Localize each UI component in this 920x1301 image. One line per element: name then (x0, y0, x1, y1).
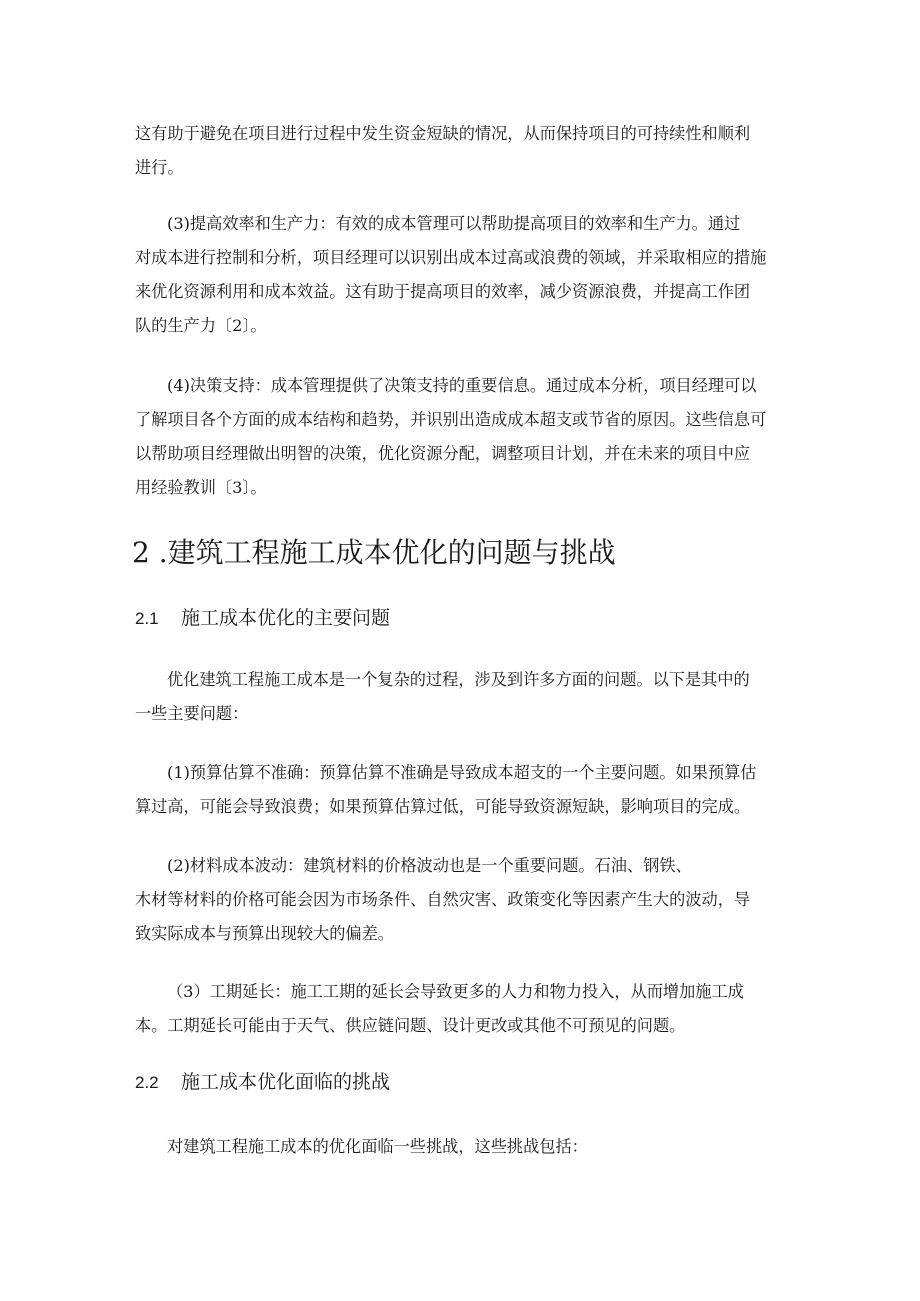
text-line: 以帮助项目经理做出明智的决策，优化资源分配，调整项目计划，并在未来的项目中应 (135, 444, 751, 463)
paragraph-decision-support (135, 369, 787, 505)
text-line: 进行。 (135, 158, 184, 177)
text-line: (4)决策支持：成本管理提供了决策支持的重要信息。通过成本分析，项目经理可以 (167, 376, 757, 395)
paragraph-2-2-intro (135, 1130, 787, 1164)
text-line: 算过高，可能会导致浪费；如果预算估算过低，可能导致资源短缺，影响项目的完成。 (135, 797, 751, 816)
paragraph-budget (135, 756, 787, 824)
text-line: 了解项目各个方面的成本结构和趋势，并识别出造成成本超支或节省的原因。这些信息可 (135, 410, 767, 429)
text-line: 致实际成本与预算出现较大的偏差。 (135, 924, 394, 943)
text-line: 优化建筑工程施工成本是一个复杂的过程，涉及到许多方面的问题。以下是其中的 (167, 670, 750, 689)
text-line: (1)预算估算不准确：预算估算不准确是导致成本超支的一个主要问题。如果预算估 (167, 763, 757, 782)
text-line: 本。工期延长可能由于天气、供应链问题、设计更改或其他不可预见的问题。 (135, 1016, 686, 1035)
section-title: 施工成本优化的主要问题 (181, 607, 391, 629)
section-heading-2: 2 .建筑工程施工成本优化的问题与挑战 (132, 536, 616, 569)
text-line: 对建筑工程施工成本的优化面临一些挑战，这些挑战包括： (167, 1137, 588, 1156)
text-line: 对成本进行控制和分析，项目经理可以识别出成本过高或浪费的领域，并采取相应的措施 (135, 248, 767, 267)
text-line: 一些主要问题： (135, 704, 249, 723)
text-line: (3)提高效率和生产力：有效的成本管理可以帮助提高项目的效率和生产力。通过 (167, 214, 741, 233)
section-title: 施工成本优化面临的挑战 (181, 1071, 391, 1093)
section-number: 2.1 (135, 609, 159, 628)
paragraph-intro (135, 117, 787, 185)
section-number: 2.2 (135, 1073, 159, 1092)
text-line: 木材等材料的价格可能会因为市场条件、自然灾害、政策变化等因素产生大的波动，导 (135, 890, 751, 909)
text-line: 队的生产力〔2〕。 (135, 316, 267, 335)
paragraph-material (135, 849, 787, 951)
paragraph-2-1-intro (135, 663, 787, 731)
section-heading-2-1 (135, 603, 390, 634)
text-line: 来优化资源利用和成本效益。这有助于提高项目的效率，减少资源浪费，并提高工作团 (135, 282, 751, 301)
text-line: (2)材料成本波动：建筑材料的价格波动也是一个重要问题。石油、钢铁、 (167, 856, 692, 875)
paragraph-efficiency (135, 207, 787, 343)
text-line: （3）工期延长：施工工期的延长会导致更多的人力和物力投入，从而增加施工成 (167, 982, 744, 1001)
paragraph-delay (135, 975, 787, 1043)
text-line: 用经验教训〔3〕。 (135, 478, 267, 497)
text-line: 这有助于避免在项目进行过程中发生资金短缺的情况，从而保持项目的可持续性和顺利 (135, 124, 751, 143)
section-heading-2-2 (135, 1067, 390, 1098)
